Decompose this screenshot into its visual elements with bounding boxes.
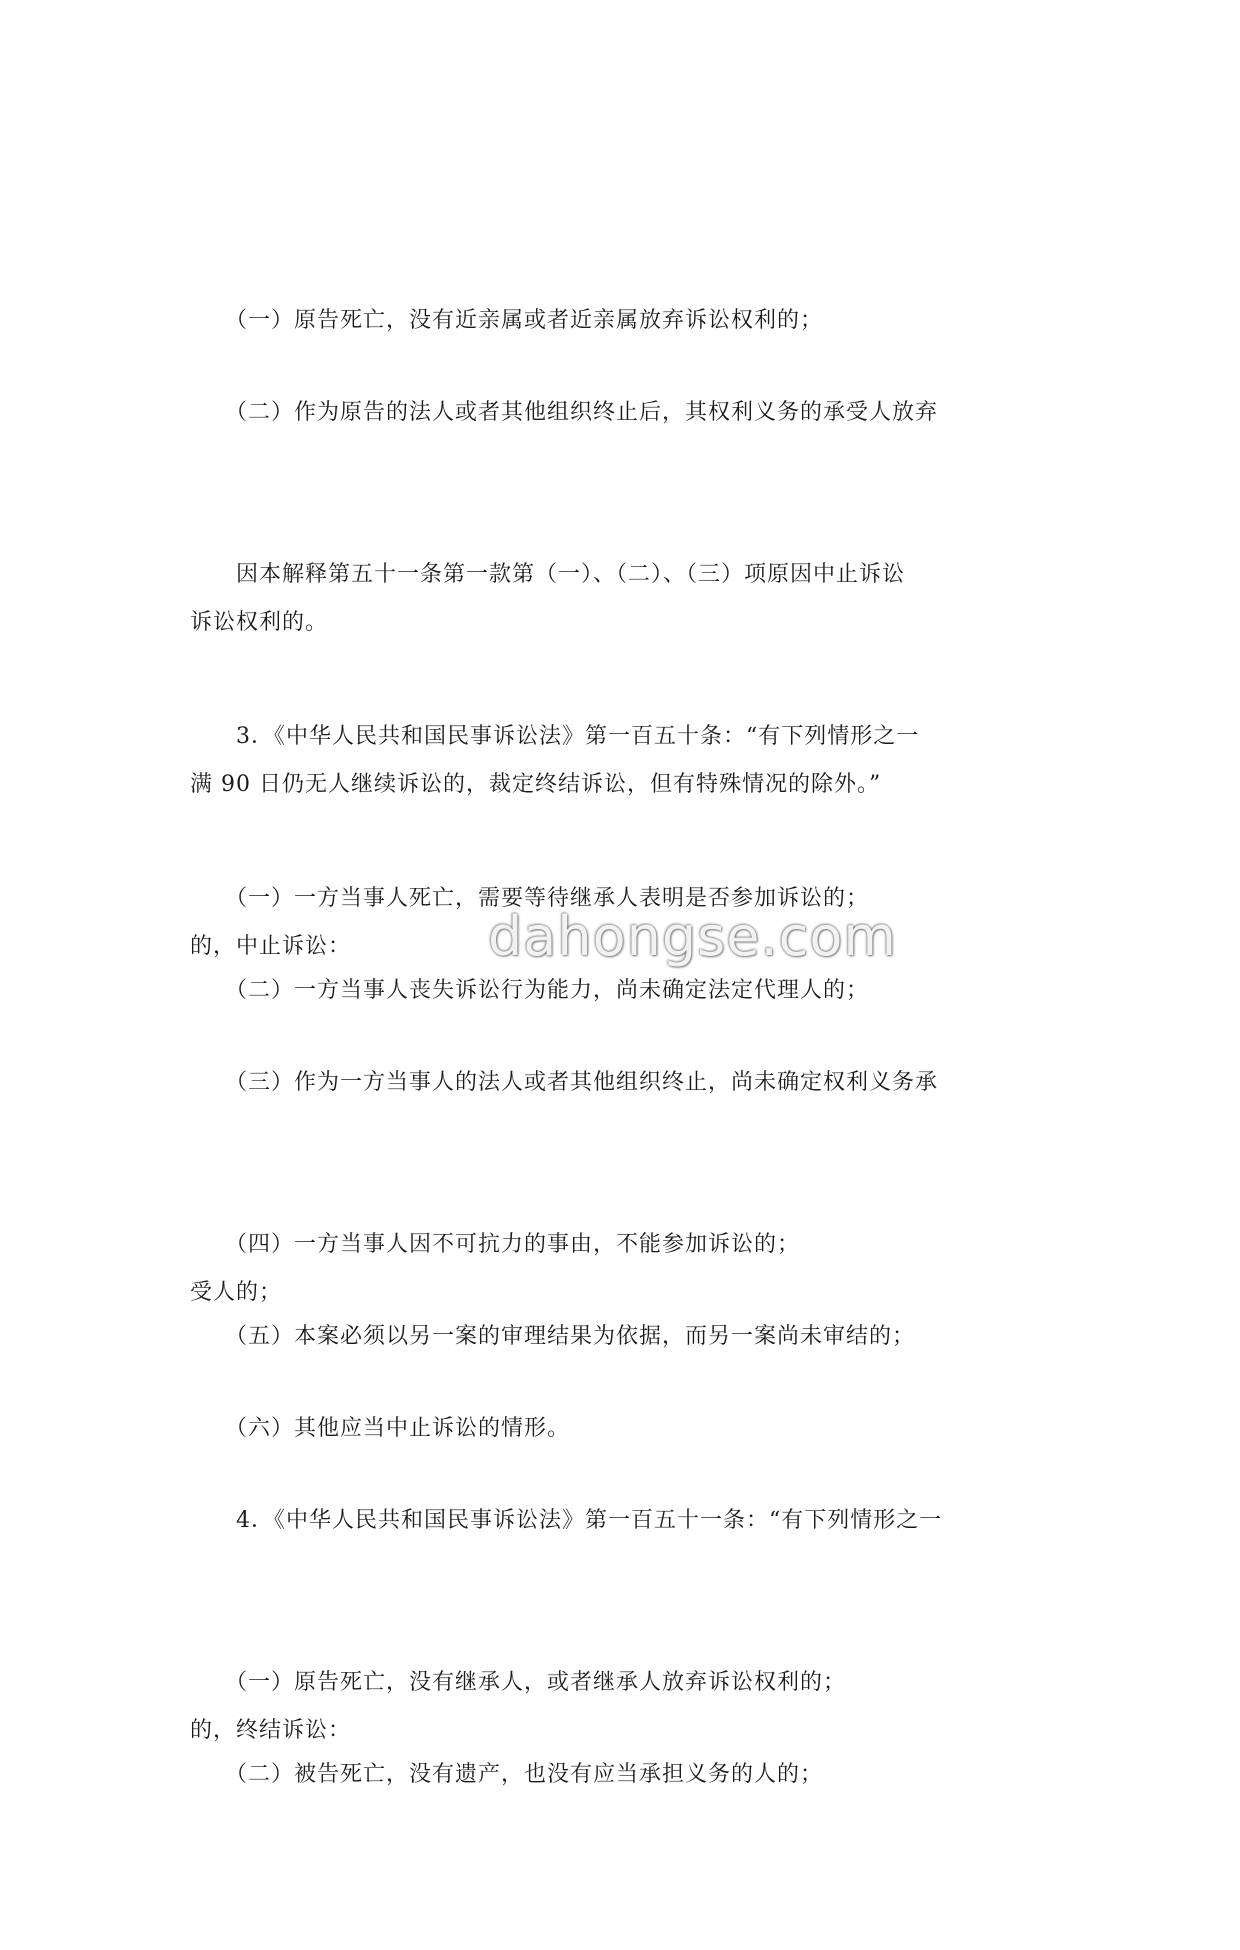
text-line: （三）作为一方当事人的法人或者其他组织终止，尚未确定权利义务承 xyxy=(190,1070,939,1095)
text-line: 因本解释第五十一条第一款第（一）、（二）、（三）项原因中止诉讼 xyxy=(190,562,906,587)
text-line: （二）被告死亡，没有遗产，也没有应当承担义务的人的； xyxy=(190,1762,824,1787)
text-line: 诉讼权利的。 xyxy=(190,610,329,635)
text-line: （二）一方当事人丧失诉讼行为能力，尚未确定法定代理人的； xyxy=(190,978,870,1003)
text-line: （二）作为原告的法人或者其他组织终止后，其权利义务的承受人放弃 xyxy=(190,400,939,425)
watermark: dahongse.com xyxy=(488,905,897,968)
text-line: 满 90 日仍无人继续诉讼的，裁定终结诉讼，但有特殊情况的除外。” xyxy=(190,772,882,797)
text-line: （一）一方当事人死亡，需要等待继承人表明是否参加诉讼的； xyxy=(190,886,870,911)
text-line: （六）其他应当中止诉讼的情形。 xyxy=(190,1416,571,1441)
text-line: （四）一方当事人因不可抗力的事由，不能参加诉讼的； xyxy=(190,1232,801,1257)
text-line: 的，终结诉讼： xyxy=(190,1718,352,1743)
text-line: （一）原告死亡，没有近亲属或者近亲属放弃诉讼权利的； xyxy=(190,308,824,333)
paragraph-13 xyxy=(190,1600,1050,1950)
text-line: 受人的； xyxy=(190,1280,283,1305)
text-line: 的，中止诉讼： xyxy=(190,934,352,959)
text-line: 3．《中华人民共和国民事诉讼法》第一百五十条：“有下列情形之一 xyxy=(190,724,920,749)
text-line: （五）本案必须以另一案的审理结果为依据，而另一案尚未审结的； xyxy=(190,1324,916,1349)
text-line: 4．《中华人民共和国民事诉讼法》第一百五十一条：“有下列情形之一 xyxy=(190,1508,943,1533)
text-line: （一）原告死亡，没有继承人，或者继承人放弃诉讼权利的； xyxy=(190,1670,847,1695)
